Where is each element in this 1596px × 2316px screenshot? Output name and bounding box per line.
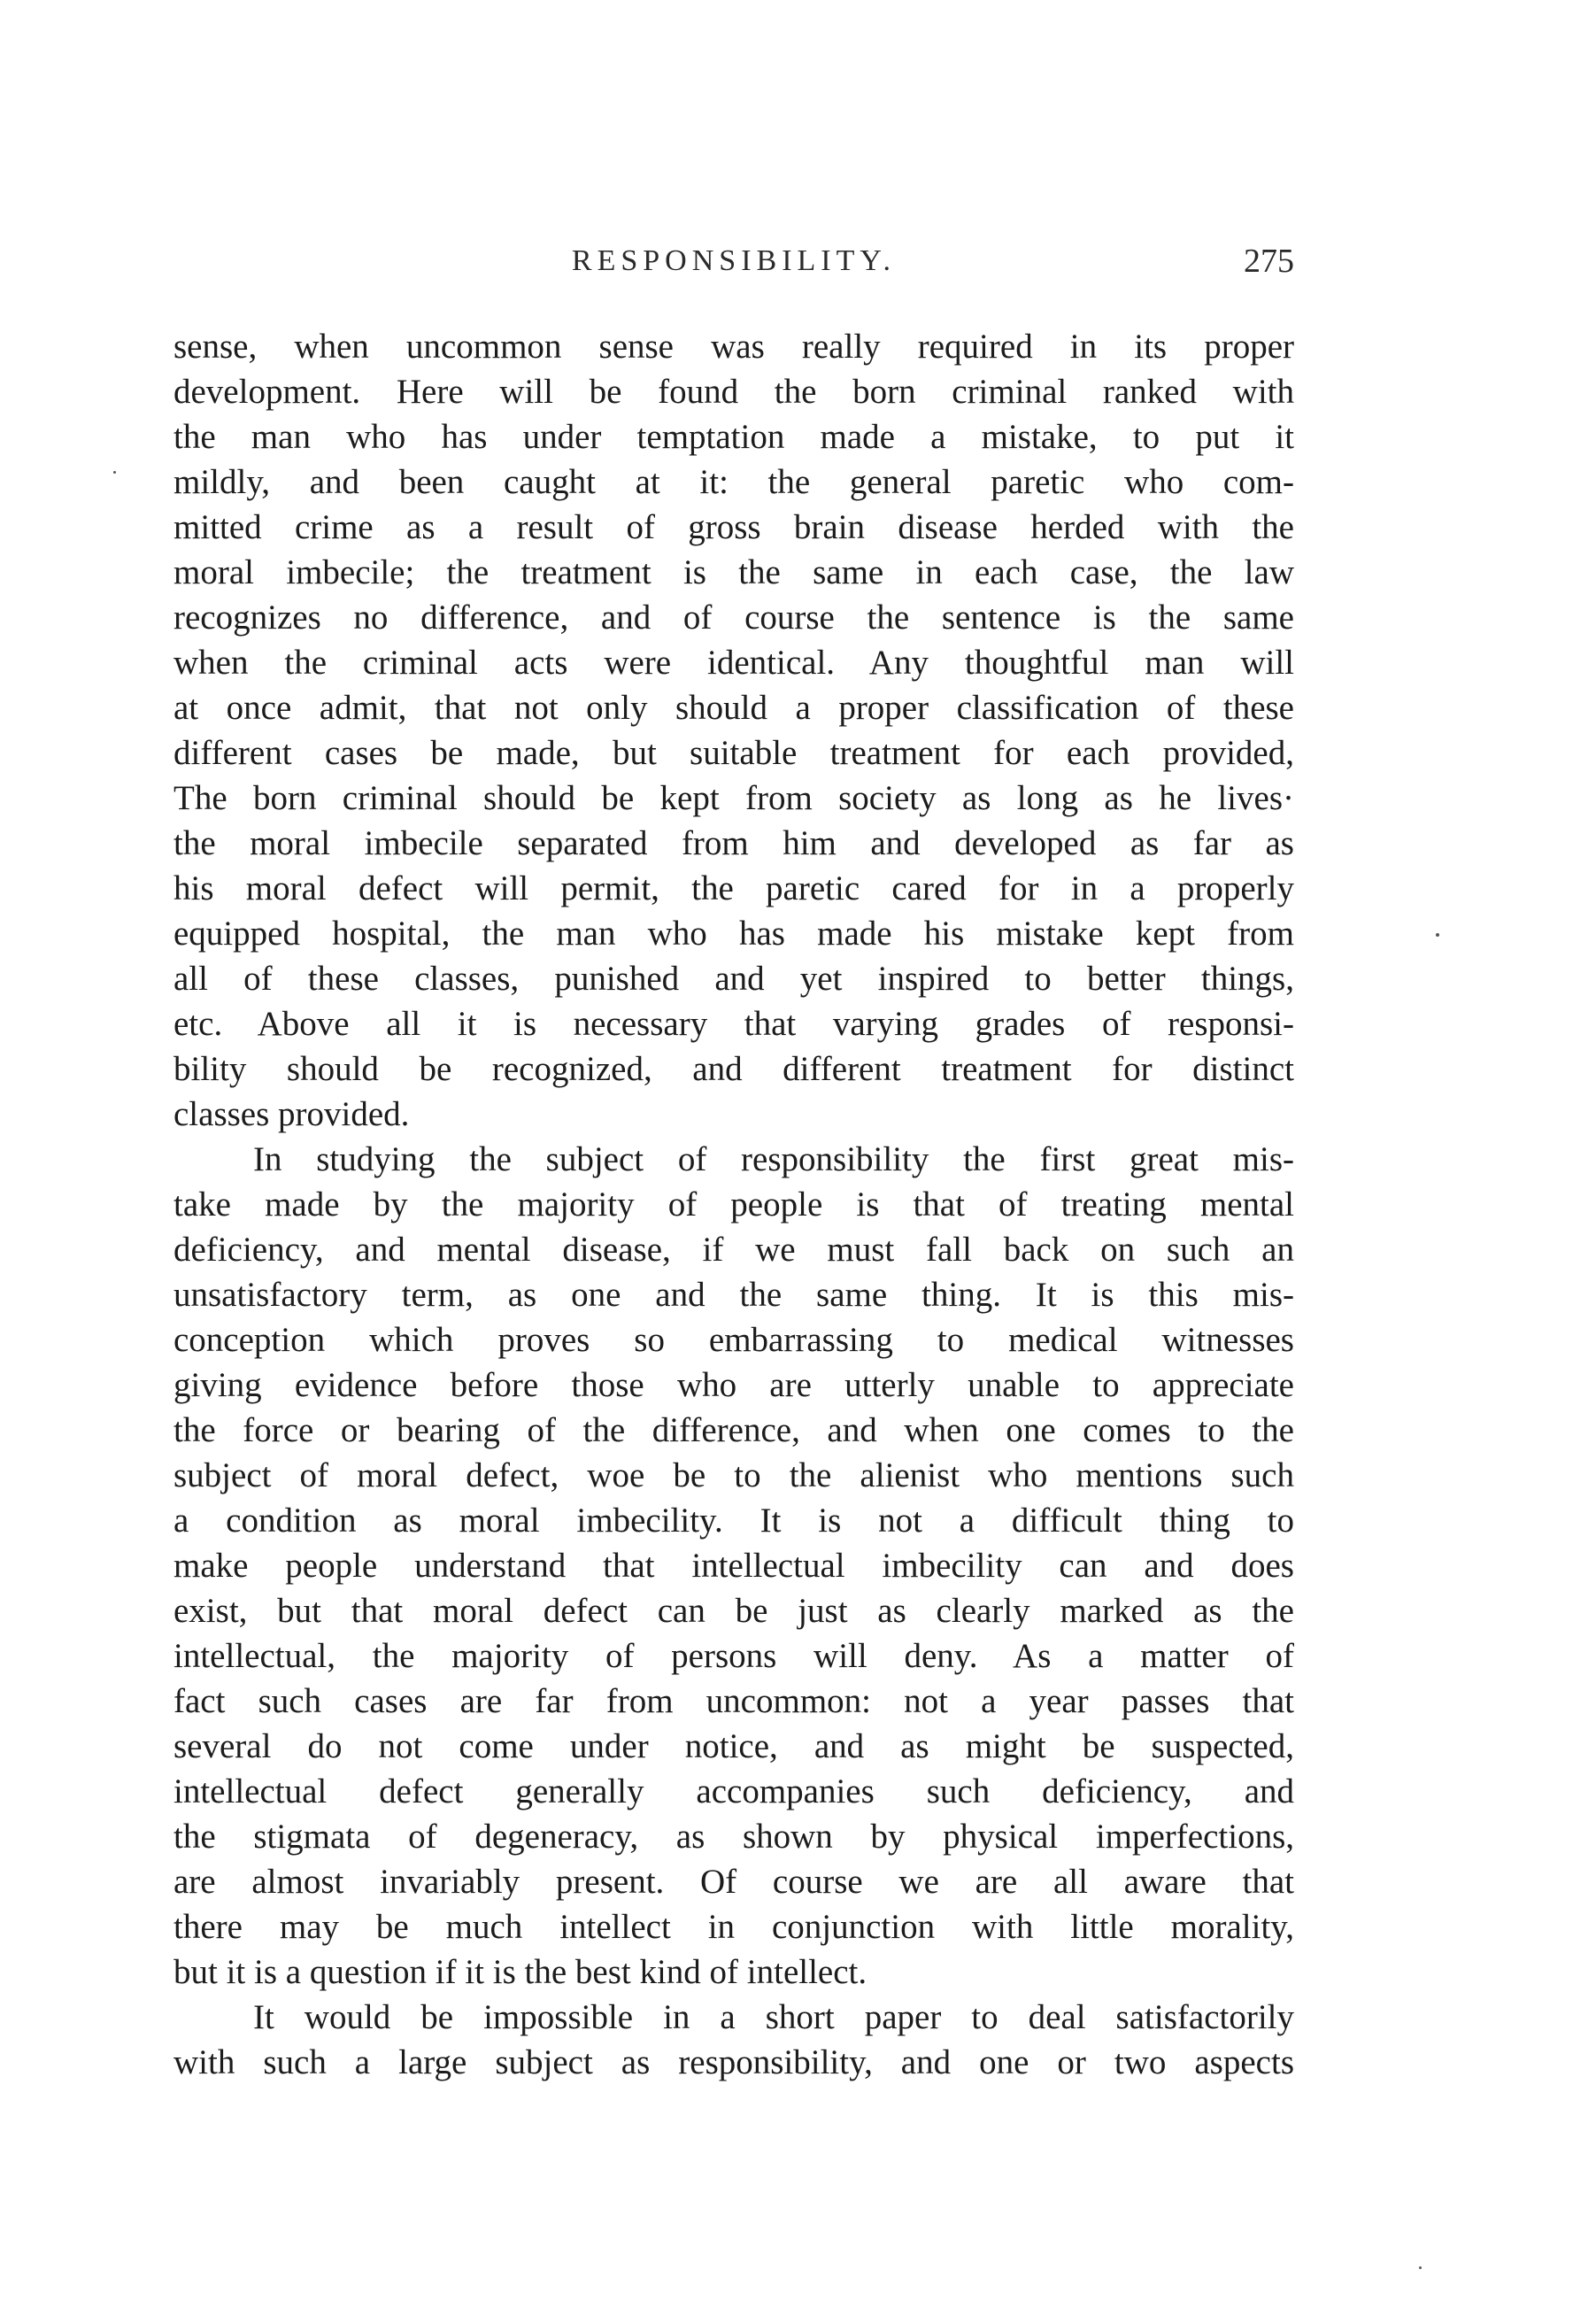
text-line: unsatisfactory term, as one and the same thing. It is this mis- — [173, 1276, 1294, 1314]
text-line: the stigmata of degeneracy, as shown by physical imperfections, — [173, 1818, 1294, 1856]
text-line: different cases be made, but suitable treatment for each provided, — [173, 734, 1294, 772]
text-line: with such a large subject as responsibility, and one or two aspects — [173, 2043, 1294, 2081]
print-speck — [1419, 2266, 1422, 2269]
text-line: moral imbecile; the treatment is the same in each case, the law — [173, 553, 1294, 591]
paragraph — [173, 324, 1294, 1137]
text-line: mitted crime as a result of gross brain disease herded with the — [173, 508, 1294, 546]
text-line: but it is a question if it is the best kind of intellect. — [173, 1953, 867, 1991]
text-line: exist, but that moral defect can be just as clearly marked as the — [173, 1592, 1294, 1630]
page-number: 275 — [1244, 243, 1294, 280]
text-line: deficiency, and mental disease, if we must fall back on such an — [173, 1231, 1294, 1269]
page-header-title: RESPONSIBILITY. — [571, 244, 897, 277]
text-line: fact such cases are far from uncommon: not a year passes that — [173, 1682, 1294, 1720]
text-line: subject of moral defect, woe be to the alienist who mentions such — [173, 1456, 1294, 1494]
text-line: all of these classes, punished and yet inspired to better things, — [173, 960, 1294, 998]
text-line: etc. Above all it is necessary that varying grades of responsi- — [173, 1005, 1294, 1043]
print-speck — [1436, 933, 1439, 937]
text-line: the force or bearing of the difference, and when one comes to the — [173, 1411, 1294, 1449]
text-line: conception which proves so embarrassing to medical witnesses — [173, 1321, 1294, 1359]
text-line: giving evidence before those who are utterly unable to appreciate — [173, 1366, 1294, 1404]
text-line: are almost invariably present. Of course we are all aware that — [173, 1863, 1294, 1901]
text-line: recognizes no difference, and of course the sentence is the same — [173, 598, 1294, 637]
text-line: The born criminal should be kept from society as long as he lives· — [173, 779, 1294, 817]
text-line: there may be much intellect in conjunction with little morality, — [173, 1908, 1294, 1946]
text-line: equipped hospital, the man who has made his mistake kept from — [173, 915, 1294, 953]
paragraph — [173, 1137, 1294, 1995]
text-line: several do not come under notice, and as might be suspected, — [173, 1727, 1294, 1765]
text-line: In studying the subject of responsibility the first great mis- — [253, 1140, 1294, 1178]
running-head — [173, 239, 1294, 283]
body-text — [173, 324, 1294, 2085]
text-line: bility should be recognized, and different treatment for distinct — [173, 1050, 1294, 1088]
text-line: It would be impossible in a short paper to deal satisfactorily — [253, 1998, 1294, 2036]
text-line: when the criminal acts were identical. Any thoughtful man will — [173, 644, 1294, 682]
text-line: intellectual, the majority of persons will deny. As a matter of — [173, 1637, 1294, 1675]
text-line: take made by the majority of people is that of treating mental — [173, 1185, 1294, 1224]
text-line: make people understand that intellectual imbecility can and does — [173, 1547, 1294, 1585]
text-line: the moral imbecile separated from him and developed as far as — [173, 824, 1294, 862]
text-line: at once admit, that not only should a proper classification of these — [173, 689, 1294, 727]
paragraph — [173, 1995, 1294, 2085]
text-line: classes provided. — [173, 1095, 410, 1133]
text-line: mildly, and been caught at it: the general paretic who com- — [173, 463, 1294, 501]
text-line: the man who has under temptation made a mistake, to put it — [173, 418, 1294, 456]
text-line: a condition as moral imbecility. It is not a difficult thing to — [173, 1502, 1294, 1540]
print-speck — [113, 471, 116, 474]
text-line: development. Here will be found the born criminal ranked with — [173, 373, 1294, 411]
text-line: his moral defect will permit, the paretic cared for in a properly — [173, 869, 1294, 907]
text-line: sense, when uncommon sense was really required in its proper — [173, 328, 1294, 366]
text-line: intellectual defect generally accompanies such deficiency, and — [173, 1772, 1294, 1810]
